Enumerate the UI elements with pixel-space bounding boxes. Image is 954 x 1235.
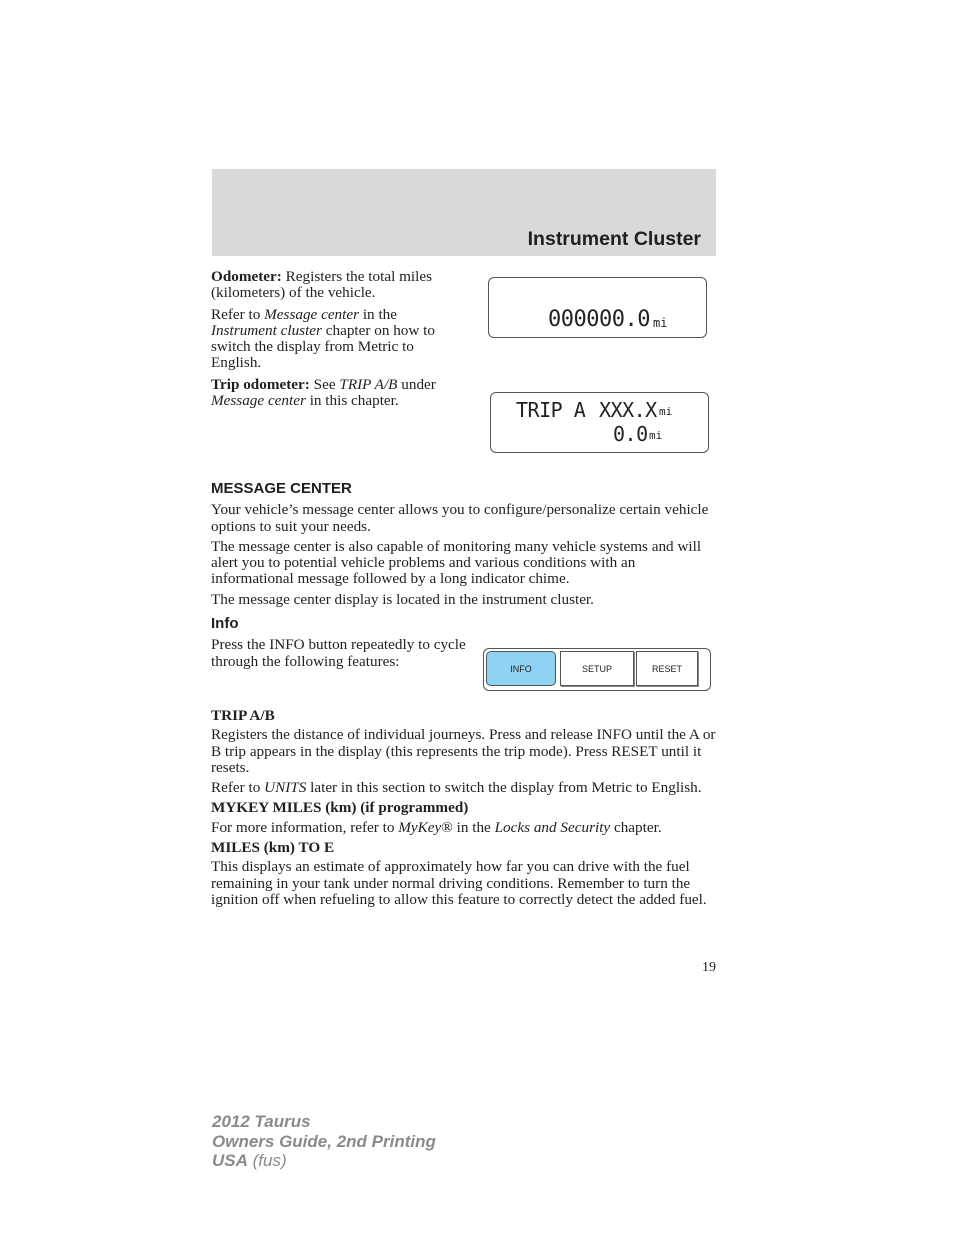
message-center-reference-2: Message center: [211, 392, 306, 410]
instrument-cluster-reference: Instrument cluster: [211, 321, 322, 339]
message-center-heading: MESSAGE CENTER: [211, 480, 352, 497]
trip-unit-2: mi: [649, 429, 663, 442]
button-panel: [483, 648, 711, 691]
mykey-paragraph: For more information, refer to MyKey® in the Locks and Security chapter.: [211, 818, 662, 836]
trip-odometer-paragraph: Trip odometer: See TRIP A/B under Message center in this chapter.: [211, 375, 436, 410]
footer: [212, 1112, 436, 1171]
setup-button: SETUP: [560, 651, 634, 686]
footer-line-1: 2012 Taurus: [212, 1112, 311, 1131]
miles-to-e-paragraph: This displays an estimate of approximately how far you can drive with the fuel remaining in your tank under normal driving conditions. Remember to turn the ignition off when refueling to allow this feature to correctly detect the added fuel.: [211, 858, 707, 908]
odometer-value: 000000.0: [548, 307, 650, 332]
odometer-display: [488, 277, 707, 338]
trip-value-1: XXX.X: [599, 398, 657, 422]
trip-ab-reference: TRIP A/B: [339, 375, 398, 393]
message-center-paragraph-2: The message center is also capable of monitoring many vehicle systems and will alert you to potential vehicle problems and various conditions with an informational message followed by a long indicator chime.: [211, 537, 702, 588]
message-center-section: [211, 481, 716, 612]
trip-odometer-term: Trip odometer:: [211, 375, 310, 393]
locks-security-reference: Locks and Security: [494, 818, 611, 836]
message-center-paragraph-3: The message center display is located in the instrument cluster.: [211, 590, 594, 608]
mykey-heading: MYKEY MILES (km) (if programmed): [211, 799, 469, 817]
reset-button: RESET: [636, 651, 698, 686]
message-center-reference: Message center: [264, 305, 360, 323]
chapter-header-band: [212, 169, 716, 256]
chapter-title: Instrument Cluster: [527, 228, 701, 250]
trip-label: TRIP A: [516, 398, 586, 422]
trip-value-2: 0.0: [613, 422, 648, 446]
units-reference: UNITS: [264, 779, 307, 797]
info-paragraph: Press the INFO button repeatedly to cycle through the following features:: [211, 636, 466, 670]
info-heading: Info: [211, 615, 239, 632]
trip-ab-paragraph-2: Refer to UNITS later in this section to switch the display from Metric to English.: [211, 779, 702, 797]
page-number: 19: [702, 960, 716, 975]
trip-ab-heading: TRIP A/B: [211, 707, 275, 724]
footer-line-3: USA (fus): [212, 1151, 287, 1170]
odometer-section: [211, 269, 466, 414]
odometer-unit: mi: [653, 316, 668, 330]
trip-display: [490, 392, 709, 453]
mykey-reference: MyKey: [398, 818, 442, 836]
miles-to-e-heading: MILES (km) TO E: [211, 839, 335, 857]
odometer-paragraph: Odometer: Registers the total miles (kilometers) of the vehicle.: [211, 268, 433, 302]
odometer-refer-paragraph: Refer to Message center in the Instrument cluster chapter on how to switch the display from Metric to English.: [211, 305, 435, 372]
footer-line-2: Owners Guide, 2nd Printing: [212, 1131, 436, 1151]
trip-ab-section: [211, 708, 716, 912]
odometer-term: Odometer:: [211, 268, 282, 285]
trip-unit-1: mi: [659, 405, 673, 418]
info-button: INFO: [486, 651, 556, 686]
trip-ab-paragraph-1: Registers the distance of individual journeys. Press and release INFO until the A or B trip appears in the display (this represents the trip mode). Press RESET until it resets.: [211, 726, 716, 776]
info-section: [211, 616, 469, 675]
message-center-paragraph-1: Your vehicle’s message center allows you to configure/personalize certain vehicle options to suit your needs.: [211, 501, 709, 535]
